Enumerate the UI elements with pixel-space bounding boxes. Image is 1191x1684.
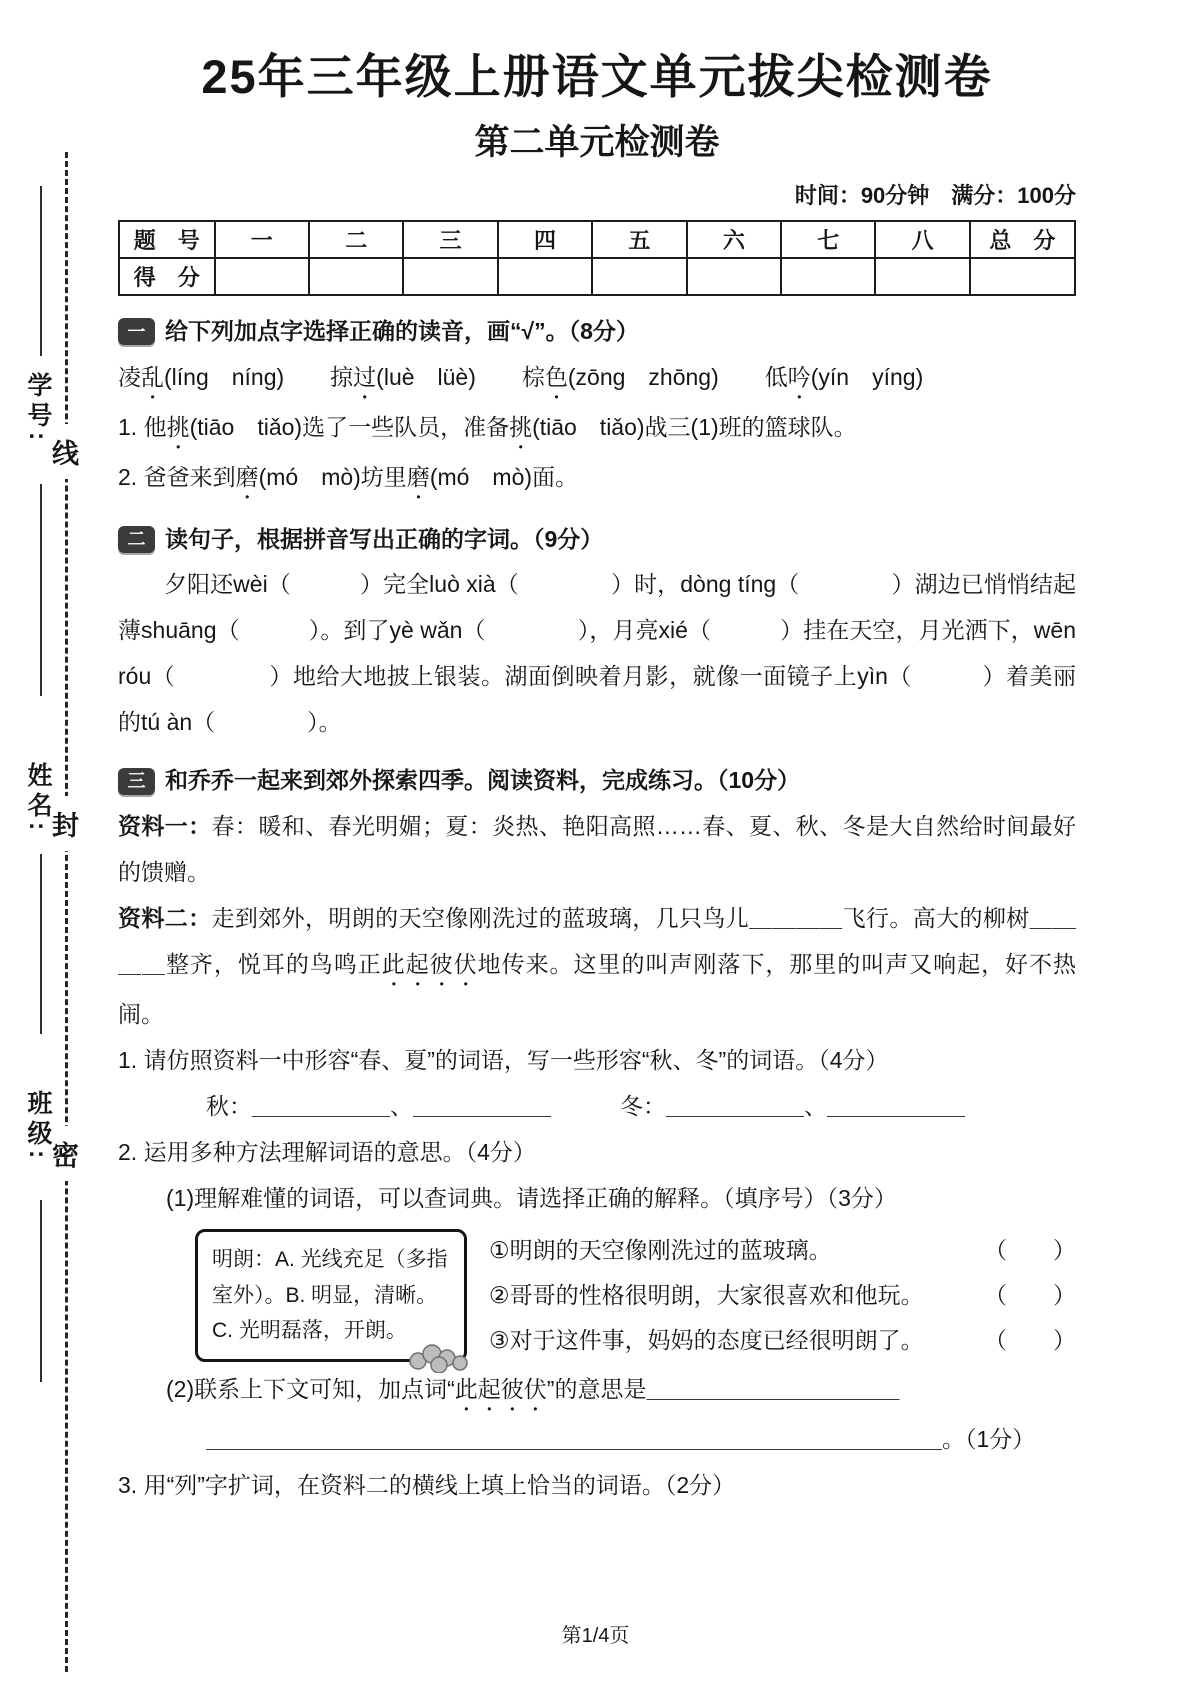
section-1-heading xyxy=(118,310,1076,354)
dictionary-exercise-row xyxy=(195,1229,1076,1362)
section-1-item-2: 2. 爸爸来到磨(mó mò)坊里磨(mó mò)面。 xyxy=(118,463,579,490)
section-2-number-badge: 二 xyxy=(118,526,155,553)
class-writing-line xyxy=(40,1200,42,1382)
question-1-blanks: 秋：＿＿＿＿＿＿、＿＿＿＿＿＿ 冬：＿＿＿＿＿＿、＿＿＿＿＿＿ xyxy=(206,1093,965,1120)
score-cell xyxy=(592,258,686,295)
name-writing-line xyxy=(40,854,42,1034)
choice-2-answer-blank: （ ） xyxy=(984,1282,1076,1309)
seal-char-xian: 线 xyxy=(52,424,79,479)
section-1 xyxy=(118,310,1076,504)
header-q3: 三 xyxy=(403,221,497,258)
header-total: 总 分 xyxy=(970,221,1075,258)
class-label: 班级: xyxy=(20,1090,56,1163)
header-q4: 四 xyxy=(498,221,592,258)
flower-decoration-icon xyxy=(406,1339,472,1373)
score-cell xyxy=(498,258,592,295)
score-cell xyxy=(970,258,1075,295)
score-table xyxy=(118,220,1076,296)
seal-char-mi: 密 xyxy=(52,1126,79,1181)
choice-item-2 xyxy=(489,1276,1076,1315)
score-cell xyxy=(309,258,403,295)
section-3-question-1: 1. 请仿照资料一中形容“春、夏”的词语，写一些形容“秋、冬”的词语。（4分） xyxy=(118,1047,889,1074)
page-title: 25年三年级上册语文单元拔尖检测卷 xyxy=(201,50,993,103)
seal-dashed-line xyxy=(65,152,68,1672)
seal-char-feng: 封 xyxy=(52,796,79,851)
material-1-paragraph: 资料一：春：暖和、春光明媚；夏：炎热、艳阳高照……春、夏、秋、冬是大自然给时间最好的馈赠。 xyxy=(118,813,1077,886)
score-cell xyxy=(687,258,781,295)
header-q8: 八 xyxy=(875,221,969,258)
dictionary-definition-text: 明朗：A. 光线充足（多指室外）。B. 明显，清晰。C. 光明磊落，开朗。 xyxy=(212,1248,448,1343)
header-q2: 二 xyxy=(309,221,403,258)
page-subtitle: 第二单元检测卷 xyxy=(474,123,720,162)
choice-2-text: ②哥哥的性格很明朗，大家很喜欢和他玩。 xyxy=(489,1282,924,1309)
section-3 xyxy=(118,759,1076,1508)
header-q6: 六 xyxy=(687,221,781,258)
header-question-number: 题 号 xyxy=(119,221,215,258)
pinyin-word-choices: 凌乱(líng níng) 掠过(luè lüè) 棕色(zōng zhōng) 低吟(yín yíng) xyxy=(118,363,924,390)
question-2-sub-2: (2)联系上下文可知，加点词“此起彼伏”的意思是＿＿＿＿＿＿＿＿＿＿＿ xyxy=(166,1376,900,1403)
section-1-item-1: 1. 他挑(tiāo tiǎo)选了一些队员，准备挑(tiāo tiǎo)战三(1)班的篮球队。 xyxy=(118,413,857,440)
student-id-label: 学号: xyxy=(20,372,56,445)
page-footer: 第1/4页 xyxy=(561,1625,630,1647)
header-q5: 五 xyxy=(592,221,686,258)
name-label: 姓名: xyxy=(20,762,56,835)
section-2-paragraph: 夕阳还wèi（ ）完全luò xià（ ）时，dòng tíng（ ）湖边已悄悄结起薄shuāng（ ）。到了yè wǎn（ ），月亮xié（ ）挂在天空，月光洒下，wēn róu（ ）地给大地披上银装。湖面倒映着月影，就像一面镜子上yìn（ ）着美丽的tú àn（ ）。 xyxy=(118,571,1076,736)
section-3-question-2: 2. 运用多种方法理解词语的意思。（4分） xyxy=(118,1139,536,1166)
choice-list xyxy=(489,1229,1076,1362)
section-2-title: 读句子，根据拼音写出正确的字词。（9分） xyxy=(165,525,604,552)
section-3-heading xyxy=(118,759,1076,803)
score-table-score-row xyxy=(119,258,1075,295)
score-cell xyxy=(403,258,497,295)
question-2-sub-2-blank-line: ＿＿＿＿＿＿＿＿＿＿＿＿＿＿＿＿＿＿＿＿＿＿＿＿＿＿＿＿＿＿＿＿。（1分） xyxy=(206,1426,1036,1453)
score-table-header-row xyxy=(119,221,1075,258)
header-q1: 一 xyxy=(215,221,309,258)
dictionary-definition-box xyxy=(195,1229,467,1362)
section-3-number-badge: 三 xyxy=(118,768,155,795)
section-2 xyxy=(118,518,1076,746)
material-2-paragraph: 资料二：走到郊外，明朗的天空像刚洗过的蓝玻璃，几只鸟儿＿＿＿＿飞行。高大的柳树＿＿＿＿整齐，悦耳的鸟鸣正此起彼伏地传来。这里的叫声刚落下，那里的叫声又响起，好不热闹。 xyxy=(118,905,1077,1028)
choice-item-1 xyxy=(489,1231,1076,1270)
score-cell xyxy=(875,258,969,295)
choice-3-answer-blank: （ ） xyxy=(984,1327,1076,1354)
exam-content xyxy=(118,40,1076,1508)
score-cell xyxy=(781,258,875,295)
section-1-title: 给下列加点字选择正确的读音，画“√”。（8分） xyxy=(165,318,639,344)
choice-3-text: ③对于这件事，妈妈的态度已经很明朗了。 xyxy=(489,1327,924,1354)
choice-1-text: ①明朗的天空像刚洗过的蓝玻璃。 xyxy=(489,1237,832,1264)
section-2-heading xyxy=(118,518,1076,562)
score-row-label: 得 分 xyxy=(119,258,215,295)
exam-meta: 时间：90分钟 满分：100分 xyxy=(794,183,1076,208)
header-q7: 七 xyxy=(781,221,875,258)
section-1-number-badge: 一 xyxy=(118,318,155,345)
choice-item-3 xyxy=(489,1321,1076,1360)
section-3-question-3: 3. 用“列”字扩词，在资料二的横线上填上恰当的词语。（2分） xyxy=(118,1472,736,1499)
student-id-writing-line xyxy=(40,484,42,696)
section-3-title: 和乔乔一起来到郊外探索四季。阅读资料，完成练习。（10分） xyxy=(165,767,801,794)
question-2-sub-1: (1)理解难懂的词语，可以查词典。请选择正确的解释。（填序号）（3分） xyxy=(166,1185,897,1212)
writing-line-top xyxy=(40,186,42,356)
score-cell xyxy=(215,258,309,295)
choice-1-answer-blank: （ ） xyxy=(984,1237,1076,1264)
